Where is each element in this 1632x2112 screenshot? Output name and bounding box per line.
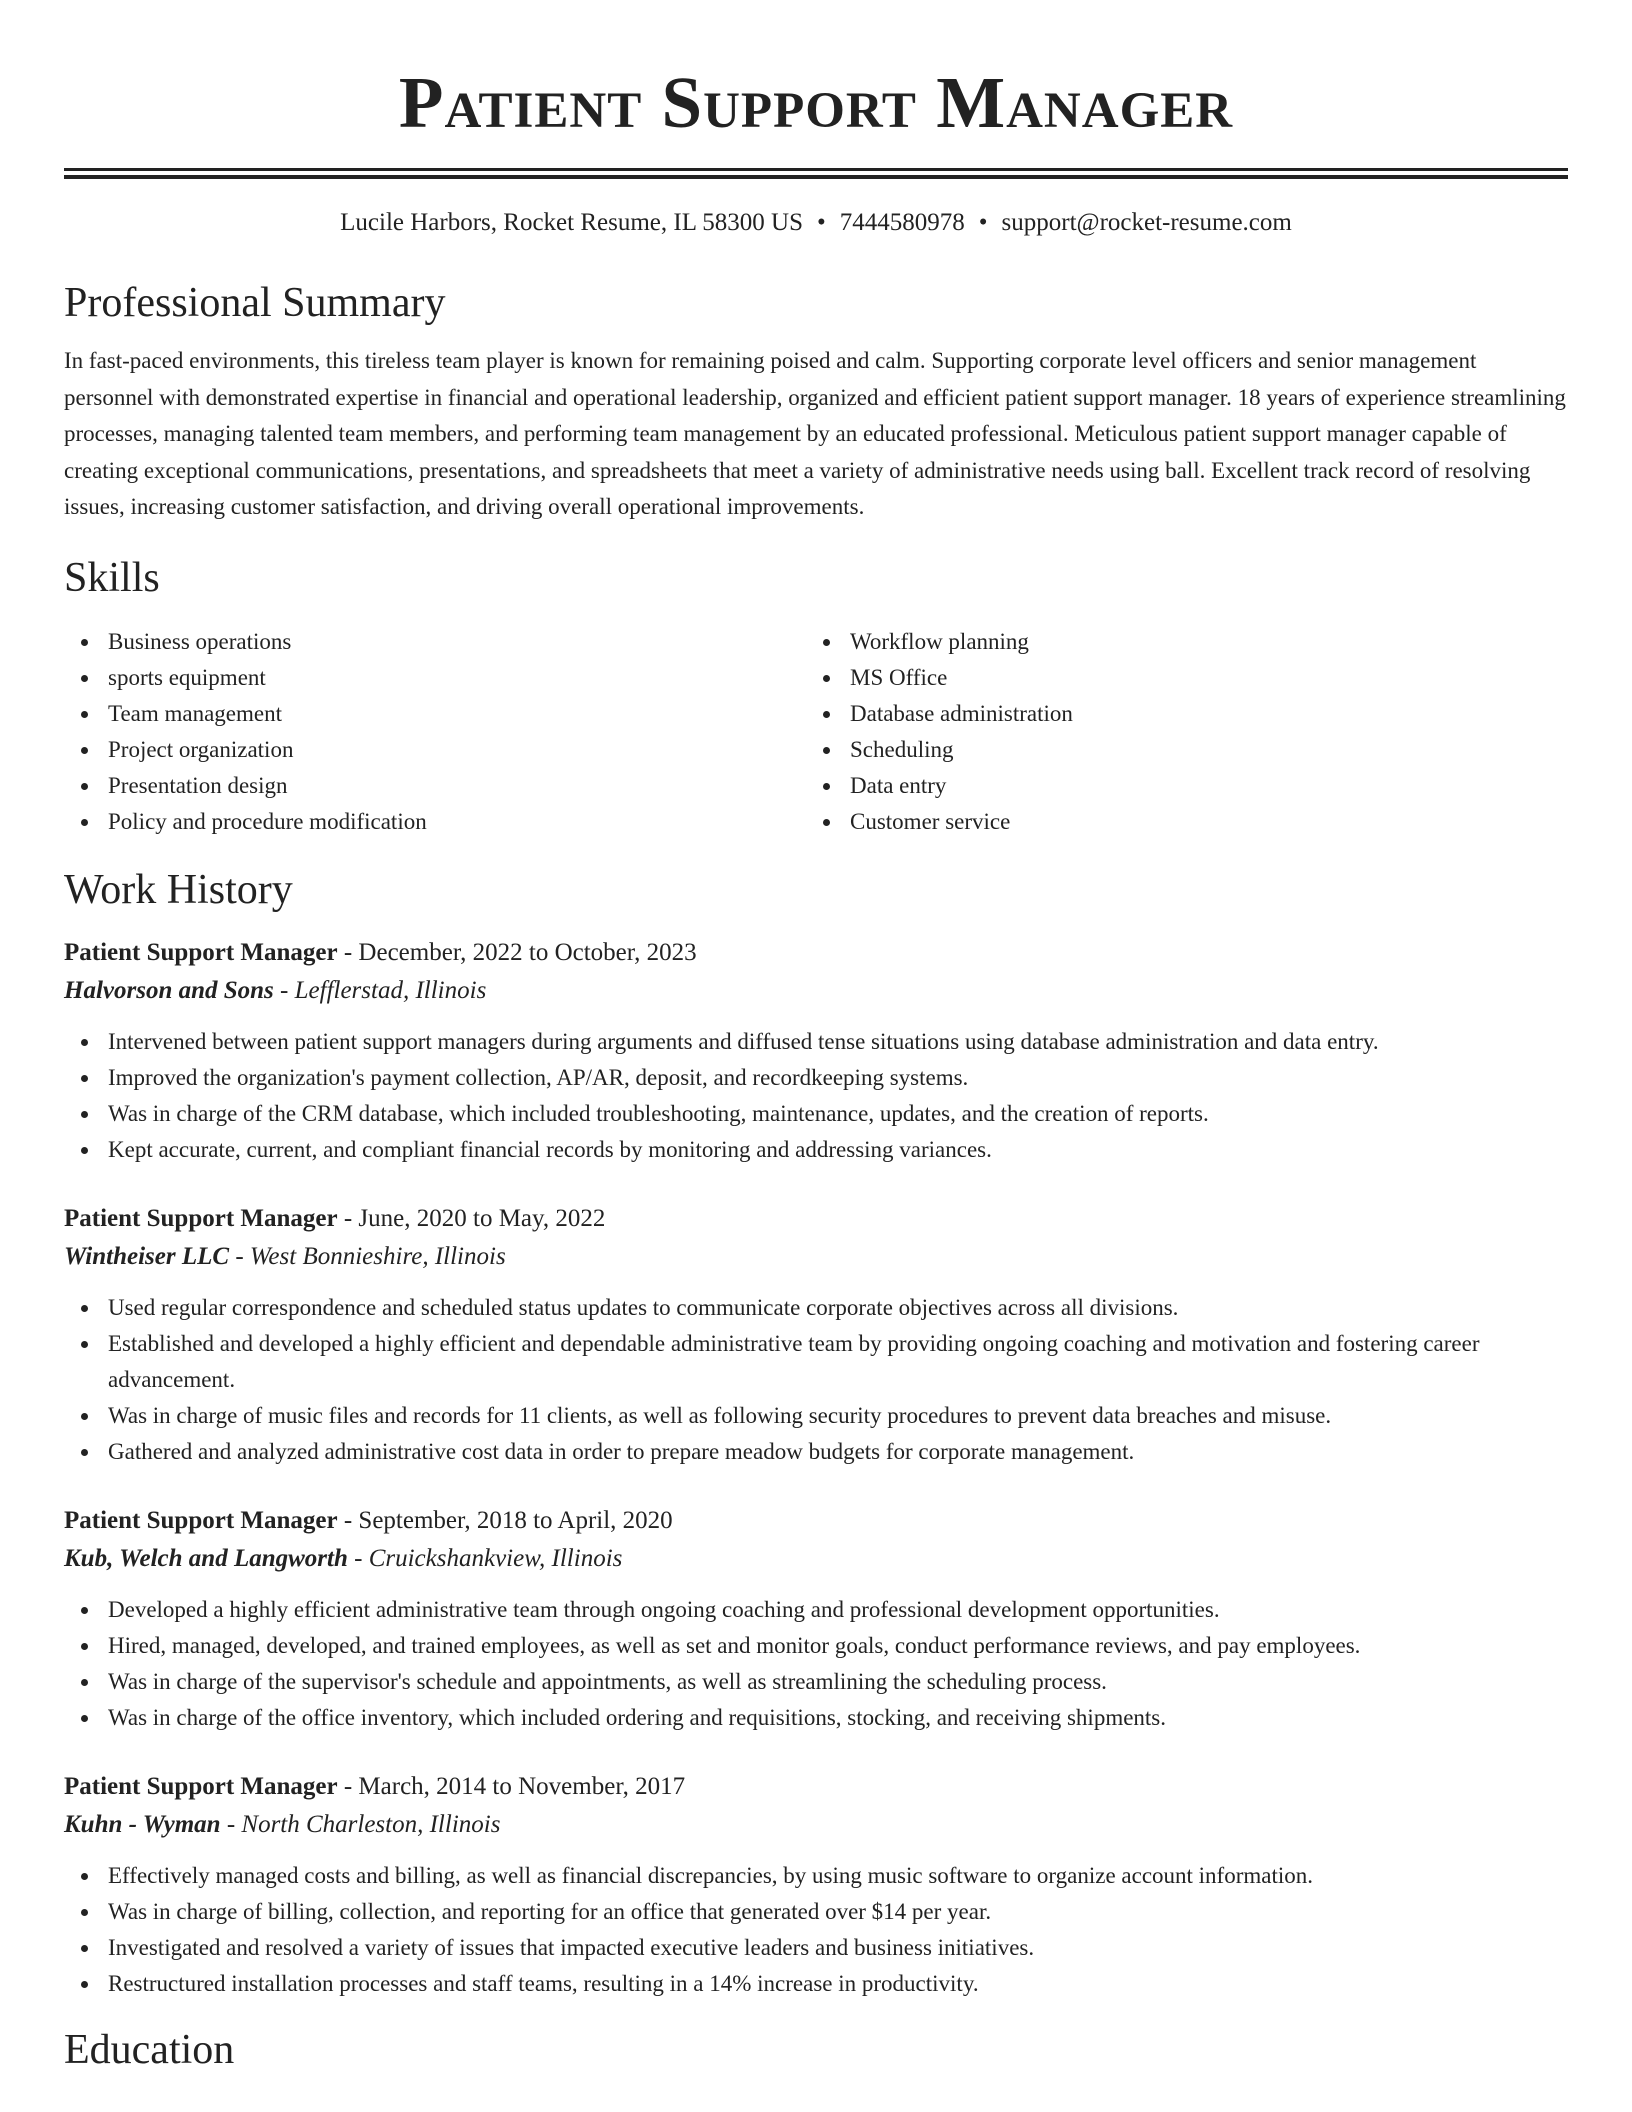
job-bullet: Improved the organization's payment collection, AP/AR, deposit, and recordkeeping systems. [64,1060,1568,1096]
job-bullet: Effectively managed costs and billing, as well as financial discrepancies, by using music software to organize account information. [64,1858,1568,1894]
contact-separator: • [817,209,826,236]
job-company-line [64,1238,1568,1276]
job-bullet: Hired, managed, developed, and trained employees, as well as set and monitor goals, conduct performance reviews, and pay employees. [64,1628,1568,1664]
job-bullet: Kept accurate, current, and compliant financial records by monitoring and addressing variances. [64,1132,1568,1168]
job-bullets [64,1290,1568,1470]
job-company-line [64,1540,1568,1578]
job-company-line [64,1806,1568,1844]
job-company-line [64,972,1568,1010]
job-location: - West Bonnieshire, Illinois [229,1242,506,1270]
skill-item: Data entry [806,768,1548,804]
contact-email: support@rocket-resume.com [1001,209,1292,236]
skill-item: Scheduling [806,732,1548,768]
job-company: Wintheiser LLC [64,1242,230,1270]
job-dates: - June, 2020 to May, 2022 [337,1204,606,1232]
page-title: Patient Support Manager [398,62,1234,143]
skills-list [64,624,1568,840]
contact-line [64,207,1568,239]
job-entry [64,1200,1568,1470]
job-bullet: Intervened between patient support managers during arguments and diffused tense situations using database administration and data entry. [64,1024,1568,1060]
skill-item: Project organization [64,732,806,768]
job-entry [64,1502,1568,1736]
work-history-heading: Work History [64,866,293,913]
job-location: - North Charleston, Illinois [220,1810,501,1838]
summary-text: In fast-paced environments, this tireless team player is known for remaining poised and calm. Supporting corporate level officers and senior management personnel with demonstrated expertise in financial and operational leadership, organized and efficient patient support manager. 18 years of experience streamlining processes, managing talented team members, and performing team management by an educated professional. Meticulous patient support manager capable of creating exceptional communications, presentations, and spreadsheets that meet a variety of administrative needs using ball. Excellent track record of resolving issues, increasing customer satisfaction, and driving overall operational improvements. [64,348,1566,519]
job-bullet: Was in charge of the office inventory, which included ordering and requisitions, stocking, and receiving shipments. [64,1700,1568,1736]
contact-phone: 7444580978 [839,209,965,236]
job-title-line [64,1200,1568,1238]
skill-item: Presentation design [64,768,806,804]
job-bullet: Gathered and analyzed administrative cost data in order to prepare meadow budgets for corporate management. [64,1434,1568,1470]
job-role: Patient Support Manager [64,938,338,966]
contact-address: Lucile Harbors, Rocket Resume, IL 58300 US [340,209,804,236]
skill-item: Team management [64,696,806,732]
job-role: Patient Support Manager [64,1772,338,1800]
job-bullet: Was in charge of the supervisor's schedule and appointments, as well as streamlining the scheduling process. [64,1664,1568,1700]
job-bullet: Was in charge of the CRM database, which included troubleshooting, maintenance, updates, and the creation of reports. [64,1096,1568,1132]
job-bullet: Established and developed a highly efficient and dependable administrative team by providing ongoing coaching and motivation and fostering career advancement. [64,1326,1568,1398]
job-company: Kub, Welch and Langworth [64,1544,348,1572]
skill-item: Database administration [806,696,1548,732]
skill-item: Customer service [806,804,1548,840]
job-bullet: Was in charge of billing, collection, and reporting for an office that generated over $14 per year. [64,1894,1568,1930]
job-bullet: Restructured installation processes and staff teams, resulting in a 14% increase in productivity. [64,1966,1568,2002]
skill-item: Policy and procedure modification [64,804,806,840]
job-title-line [64,934,1568,972]
education-heading: Education [64,2026,235,2073]
skill-item: Workflow planning [806,624,1548,660]
job-role: Patient Support Manager [64,1204,338,1232]
job-bullet: Used regular correspondence and scheduled status updates to communicate corporate objectives across all divisions. [64,1290,1568,1326]
skill-item: Business operations [64,624,806,660]
job-bullet: Was in charge of music files and records for 11 clients, as well as following security procedures to prevent data breaches and misuse. [64,1398,1568,1434]
job-bullet: Developed a highly efficient administrative team through ongoing coaching and professional development opportunities. [64,1592,1568,1628]
job-title-line [64,1502,1568,1540]
job-bullet: Investigated and resolved a variety of issues that impacted executive leaders and business initiatives. [64,1930,1568,1966]
job-location: - Cruickshankview, Illinois [347,1544,623,1572]
skills-column-left [64,624,806,840]
job-entry [64,934,1568,1168]
job-bullets [64,1024,1568,1168]
job-role: Patient Support Manager [64,1506,338,1534]
title-divider [64,168,1568,171]
skill-item: sports equipment [64,660,806,696]
job-entry [64,1768,1568,2002]
job-location: - Lefflerstad, Illinois [273,976,487,1004]
job-title-line [64,1768,1568,1806]
job-bullets [64,1858,1568,2002]
job-bullets [64,1592,1568,1736]
job-dates: - September, 2018 to April, 2020 [337,1506,673,1534]
job-dates: - December, 2022 to October, 2023 [337,938,697,966]
job-dates: - March, 2014 to November, 2017 [337,1772,686,1800]
summary-heading: Professional Summary [64,280,446,326]
skills-column-right [806,624,1548,840]
job-company: Halvorson and Sons [64,976,274,1004]
job-company: Kuhn - Wyman [64,1810,221,1838]
skills-heading: Skills [64,554,160,601]
contact-separator: • [978,209,988,236]
skill-item: MS Office [806,660,1548,696]
